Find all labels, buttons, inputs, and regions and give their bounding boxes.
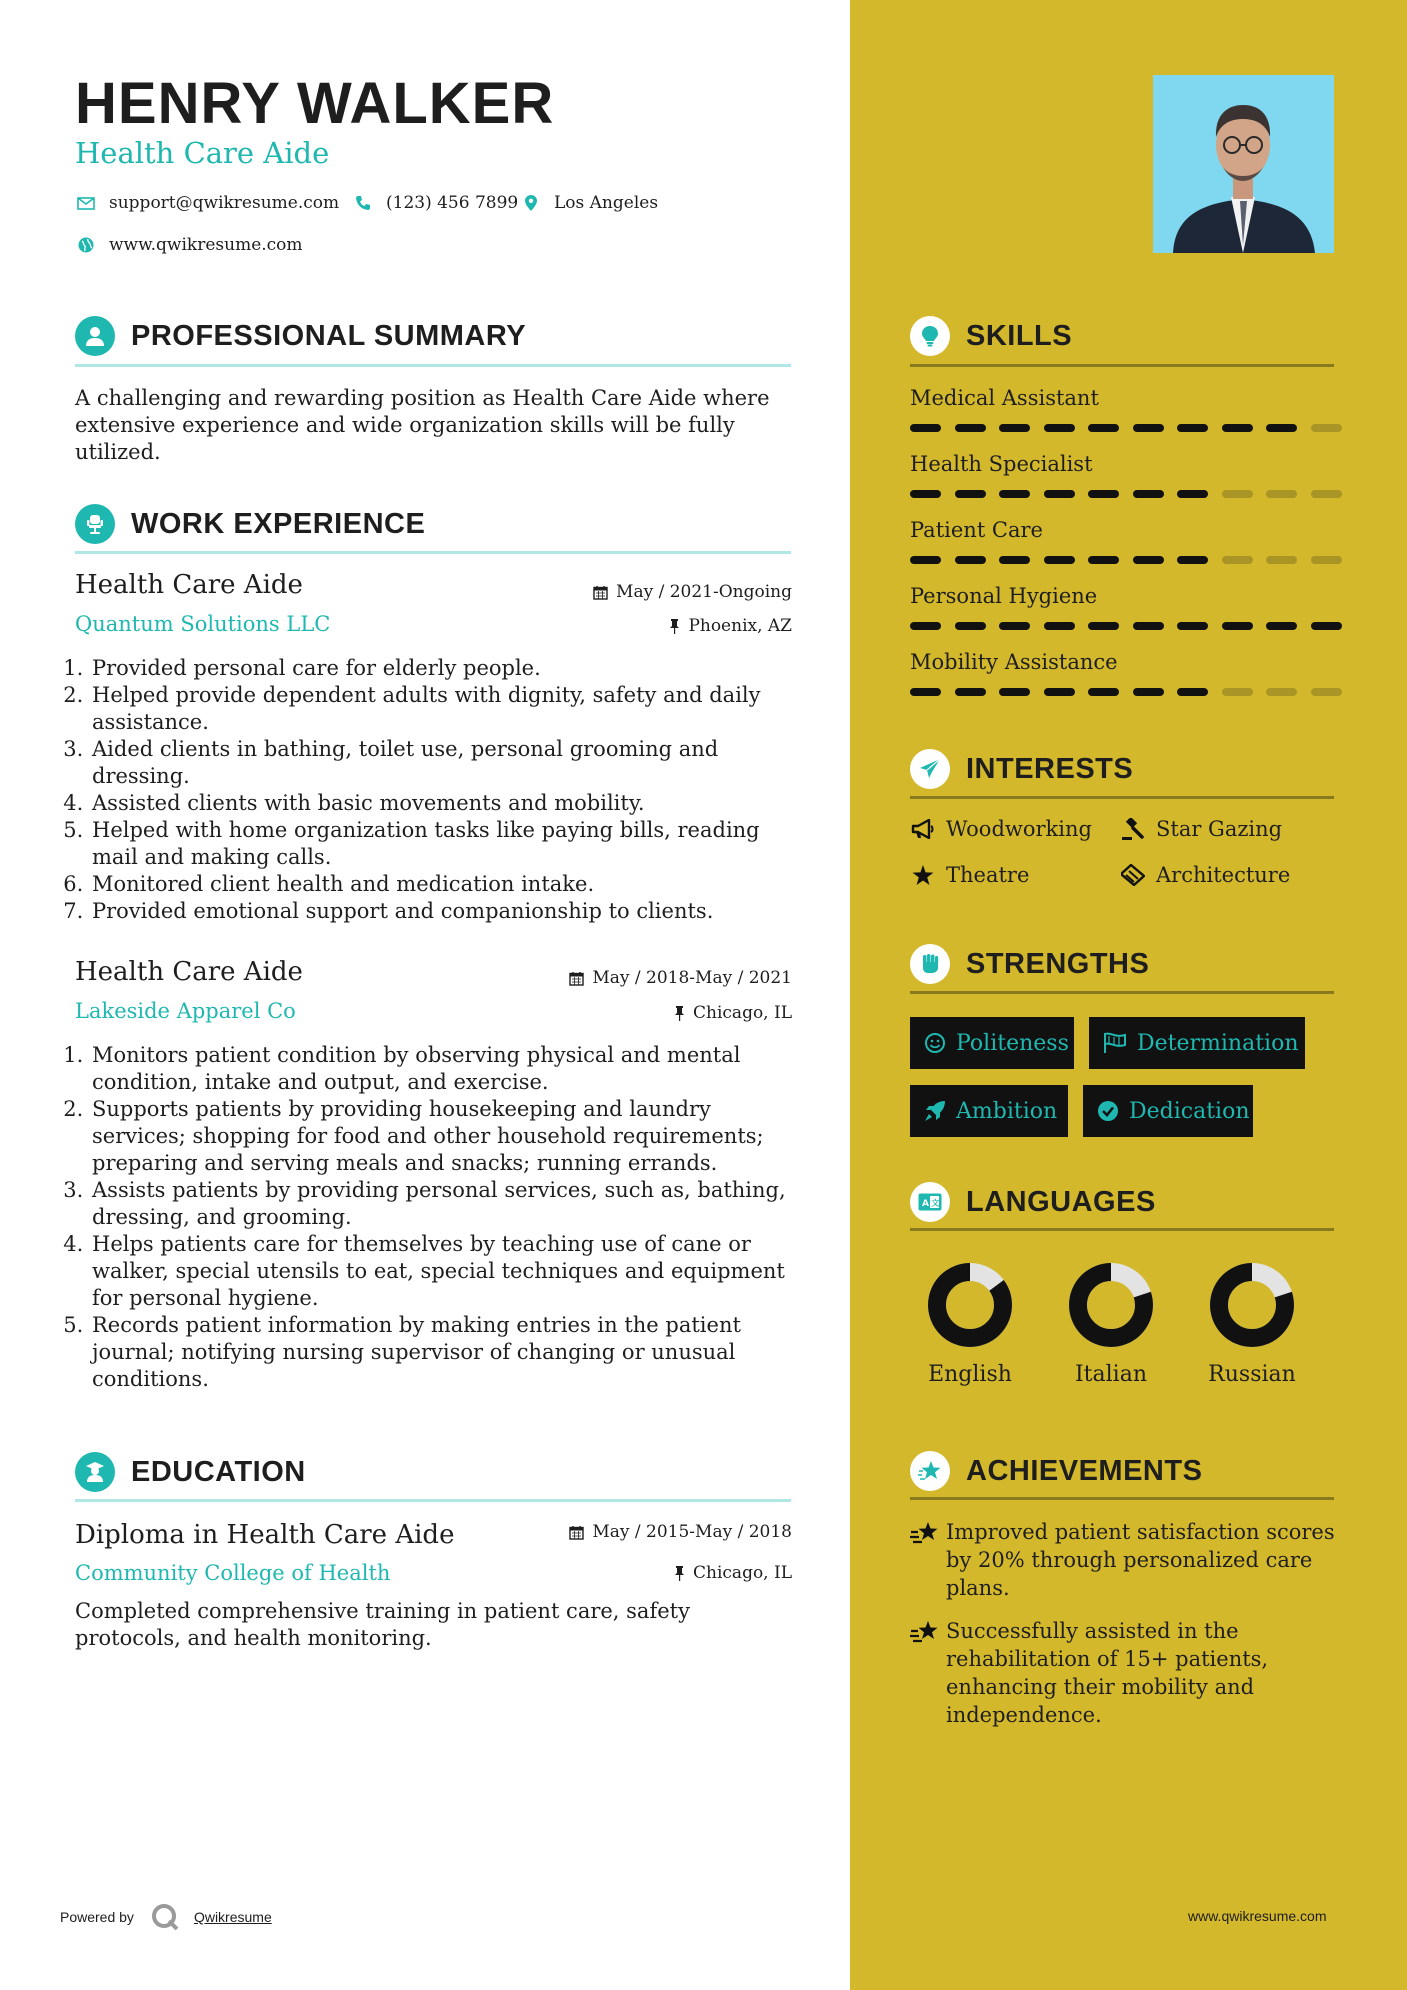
experience-heading bbox=[75, 504, 425, 544]
skill-segment bbox=[1088, 622, 1119, 630]
map-pin-icon bbox=[520, 195, 542, 211]
star-icon bbox=[910, 865, 936, 886]
qwikresume-logo-icon bbox=[150, 1902, 180, 1932]
skill-level-bar bbox=[910, 556, 1355, 564]
strengths-title: STRENGTHS bbox=[966, 947, 1150, 980]
skill-segment bbox=[1133, 490, 1164, 498]
achievement-text: Improved patient satisfaction scores by 20% through personalized care plans. bbox=[946, 1520, 1335, 1600]
education-date-text: May / 2015-May / 2018 bbox=[592, 1522, 792, 1542]
education-location-text: Chicago, IL bbox=[693, 1563, 792, 1583]
skill-segment bbox=[1266, 490, 1297, 498]
language-donut bbox=[1068, 1262, 1154, 1348]
achievements-heading bbox=[910, 1451, 1202, 1491]
shooting-star-icon bbox=[910, 1518, 946, 1602]
achievements-title: ACHIEVEMENTS bbox=[966, 1454, 1203, 1487]
skill-segment bbox=[1044, 622, 1075, 630]
skill-segment bbox=[999, 688, 1030, 696]
paper-plane-icon bbox=[910, 749, 950, 789]
footer-site[interactable] bbox=[1188, 1908, 1326, 1924]
calendar-icon bbox=[569, 971, 584, 986]
list-item: 1. Monitors patient condition by observing physical and mental condition, intake and output, and exercise. bbox=[90, 1042, 793, 1096]
education-divider bbox=[75, 1499, 791, 1502]
job-2-company: Lakeside Apparel Co bbox=[75, 999, 296, 1023]
skill-segment bbox=[955, 622, 986, 630]
raised-fist-icon bbox=[910, 944, 950, 984]
skill-level-bar bbox=[910, 688, 1355, 696]
calendar-icon bbox=[569, 1525, 584, 1540]
skills-title: SKILLS bbox=[966, 319, 1073, 352]
megaphone-icon bbox=[910, 819, 936, 839]
skill-segment bbox=[1266, 622, 1297, 630]
skill-segment bbox=[955, 490, 986, 498]
skill-segment bbox=[910, 424, 941, 432]
globe-icon bbox=[75, 237, 97, 253]
skill-segment bbox=[1311, 622, 1342, 630]
skill-segment bbox=[1177, 556, 1208, 564]
person-avatar-icon bbox=[1153, 75, 1334, 253]
skill-segment bbox=[910, 688, 941, 696]
strength-determination bbox=[1089, 1017, 1305, 1069]
skill-level-bar bbox=[910, 424, 1355, 432]
skill-segment bbox=[910, 490, 941, 498]
profile-photo bbox=[1153, 75, 1334, 253]
gavel-icon bbox=[1120, 818, 1146, 840]
list-item: 3. Assists patients by providing personal services, such as, bathing, dressing, and grooming. bbox=[90, 1177, 793, 1231]
education-title: EDUCATION bbox=[131, 1455, 306, 1488]
job-2-location-text: Chicago, IL bbox=[693, 1003, 792, 1023]
strength-label: Dedication bbox=[1129, 1098, 1250, 1124]
flag-icon bbox=[1103, 1032, 1127, 1054]
skill-segment bbox=[999, 556, 1030, 564]
list-item: 6. Monitored client health and medication intake. bbox=[90, 871, 793, 898]
strength-dedication bbox=[1083, 1085, 1253, 1137]
skill-name: Patient Care bbox=[910, 518, 1043, 542]
education-location bbox=[674, 1563, 792, 1583]
summary-title: PROFESSIONAL SUMMARY bbox=[131, 319, 527, 352]
language-icon bbox=[910, 1182, 950, 1222]
job-2-date bbox=[569, 968, 792, 988]
language-name: Italian bbox=[1074, 1362, 1147, 1387]
summary-text: A challenging and rewarding position as Health Care Aide where extensive experience and wide organization skills will be fully utilized. bbox=[75, 386, 770, 464]
job-1-date bbox=[593, 582, 792, 602]
skill-segment bbox=[999, 490, 1030, 498]
interests-divider bbox=[910, 796, 1334, 799]
list-item: 1. Provided personal care for elderly people. bbox=[90, 655, 793, 682]
skill-name: Health Specialist bbox=[910, 452, 1093, 476]
degree-title: Diploma in Health Care Aide bbox=[75, 1520, 455, 1550]
interest-woodworking bbox=[910, 817, 1092, 841]
list-item: 2. Helped provide dependent adults with dignity, safety and daily assistance. bbox=[90, 682, 793, 736]
skill-level-bar bbox=[910, 490, 1355, 498]
interest-label: Architecture bbox=[1156, 863, 1291, 887]
skill-segment bbox=[1222, 556, 1253, 564]
skill-segment bbox=[1133, 556, 1164, 564]
list-item: 4. Assisted clients with basic movements and mobility. bbox=[90, 790, 793, 817]
contact-phone[interactable] bbox=[352, 193, 518, 213]
pushpin-icon bbox=[669, 619, 680, 634]
job-2-duties bbox=[71, 1042, 793, 1393]
achievement-2 bbox=[910, 1617, 1338, 1729]
interests-heading bbox=[910, 749, 1133, 789]
skill-segment bbox=[1044, 490, 1075, 498]
language-donut bbox=[1209, 1262, 1295, 1348]
rocket-icon bbox=[924, 1100, 946, 1122]
education-heading bbox=[75, 1452, 306, 1492]
skill-segment bbox=[1044, 688, 1075, 696]
pushpin-icon bbox=[674, 1566, 685, 1581]
skill-segment bbox=[1133, 688, 1164, 696]
strengths-divider bbox=[910, 991, 1334, 994]
job-1-title: Health Care Aide bbox=[75, 570, 303, 600]
job-1-location-text: Phoenix, AZ bbox=[688, 616, 792, 636]
phone-icon bbox=[352, 195, 374, 211]
interest-label: Star Gazing bbox=[1156, 817, 1283, 841]
languages-title: LANGUAGES bbox=[966, 1185, 1156, 1218]
language-name: Russian bbox=[1208, 1362, 1296, 1387]
contact-location bbox=[520, 193, 658, 213]
interest-theatre bbox=[910, 863, 1029, 887]
skill-segment bbox=[1311, 556, 1342, 564]
phone-text: (123) 456 7899 bbox=[386, 193, 519, 213]
skill-segment bbox=[1177, 490, 1208, 498]
skill-segment bbox=[955, 556, 986, 564]
education-text: Completed comprehensive training in patient care, safety protocols, and health monitoring. bbox=[75, 1599, 690, 1650]
skill-segment bbox=[910, 556, 941, 564]
languages-heading bbox=[910, 1182, 1156, 1222]
footer-powered bbox=[60, 1902, 272, 1932]
achievement-1 bbox=[910, 1518, 1338, 1602]
job-1-location bbox=[669, 616, 792, 636]
skill-segment bbox=[910, 622, 941, 630]
footer-site-text: www.qwikresume.com bbox=[1188, 1908, 1327, 1924]
job-1-duties bbox=[71, 655, 793, 925]
job-2-location bbox=[674, 1003, 792, 1023]
skill-name: Personal Hygiene bbox=[910, 584, 1098, 608]
skill-segment bbox=[1222, 490, 1253, 498]
skill-segment bbox=[1088, 688, 1119, 696]
contact-email[interactable] bbox=[75, 193, 339, 213]
interest-label: Theatre bbox=[946, 863, 1030, 887]
experience-divider bbox=[75, 551, 791, 554]
skill-segment bbox=[1177, 424, 1208, 432]
skill-segment bbox=[1222, 688, 1253, 696]
job-2-date-text: May / 2018-May / 2021 bbox=[592, 968, 792, 988]
skill-segment bbox=[1177, 688, 1208, 696]
skill-segment bbox=[1177, 622, 1208, 630]
graduate-icon bbox=[75, 1452, 115, 1492]
location-text: Los Angeles bbox=[554, 193, 659, 213]
skill-segment bbox=[955, 688, 986, 696]
education-date bbox=[569, 1522, 792, 1542]
candidate-name: HENRY WALKER bbox=[75, 71, 555, 136]
lightbulb-icon bbox=[910, 316, 950, 356]
skill-segment bbox=[1266, 424, 1297, 432]
summary-heading bbox=[75, 316, 526, 356]
skill-name: Mobility Assistance bbox=[910, 650, 1118, 674]
skill-segment bbox=[1133, 424, 1164, 432]
skill-segment bbox=[1266, 688, 1297, 696]
language-name: English bbox=[928, 1362, 1012, 1387]
smile-icon bbox=[924, 1032, 946, 1054]
languages-divider bbox=[910, 1228, 1334, 1231]
interest-star-gazing bbox=[1120, 817, 1282, 841]
job-1-date-text: May / 2021-Ongoing bbox=[616, 582, 792, 602]
skill-segment bbox=[1222, 622, 1253, 630]
svg-text:A: A bbox=[922, 1199, 929, 1209]
list-item: 5. Records patient information by making entries in the patient journal; notifying nursing supervisor of changing or unusual conditions. bbox=[90, 1312, 793, 1393]
achievements-divider bbox=[910, 1497, 1334, 1500]
language-item bbox=[1192, 1262, 1312, 1387]
language-item bbox=[1051, 1262, 1171, 1387]
list-item: 2. Supports patients by providing housekeeping and laundry services; shopping for food and other household requirements; preparing and serving meals and snacks; running errands. bbox=[90, 1096, 793, 1177]
interest-label: Woodworking bbox=[946, 817, 1092, 841]
skill-segment bbox=[1311, 424, 1342, 432]
star-badge-icon bbox=[910, 1451, 950, 1491]
job-1-company: Quantum Solutions LLC bbox=[75, 612, 331, 636]
svg-text:文: 文 bbox=[931, 1198, 940, 1208]
check-circle-icon bbox=[1097, 1100, 1119, 1122]
contact-website[interactable] bbox=[75, 235, 303, 255]
school-name: Community College of Health bbox=[75, 1561, 391, 1585]
summary-divider bbox=[75, 364, 791, 367]
list-item: 7. Provided emotional support and companionship to clients. bbox=[90, 898, 793, 925]
list-item: 4. Helps patients care for themselves by teaching use of cane or walker, special utensils to eat, special techniques and equipment for personal hygiene. bbox=[90, 1231, 793, 1312]
strength-ambition bbox=[910, 1085, 1068, 1137]
skill-segment bbox=[1133, 622, 1164, 630]
achievement-text: Successfully assisted in the rehabilitation of 15+ patients, enhancing their mobility and independence. bbox=[946, 1619, 1269, 1727]
skill-segment bbox=[1044, 556, 1075, 564]
interests-title: INTERESTS bbox=[966, 752, 1134, 785]
user-icon bbox=[75, 316, 115, 356]
office-chair-icon bbox=[75, 504, 115, 544]
language-item bbox=[910, 1262, 1030, 1387]
strengths-heading bbox=[910, 944, 1149, 984]
skills-divider bbox=[910, 364, 1334, 367]
strength-label: Politeness bbox=[956, 1030, 1069, 1056]
skill-segment bbox=[1044, 424, 1075, 432]
email-text: support@qwikresume.com bbox=[109, 193, 340, 213]
skill-segment bbox=[1266, 556, 1297, 564]
skill-segment bbox=[1311, 688, 1342, 696]
brand-link[interactable]: Qwikresume bbox=[193, 1909, 272, 1925]
skill-segment bbox=[1088, 490, 1119, 498]
strength-label: Determination bbox=[1137, 1030, 1299, 1056]
language-donut bbox=[927, 1262, 1013, 1348]
job-2-title: Health Care Aide bbox=[75, 957, 303, 987]
ticket-icon bbox=[1120, 864, 1146, 886]
skill-segment bbox=[1088, 556, 1119, 564]
website-text: www.qwikresume.com bbox=[109, 235, 303, 255]
skill-segment bbox=[955, 424, 986, 432]
experience-title: WORK EXPERIENCE bbox=[131, 507, 426, 540]
skill-name: Medical Assistant bbox=[910, 386, 1099, 410]
skills-heading bbox=[910, 316, 1072, 356]
pushpin-icon bbox=[674, 1006, 685, 1021]
list-item: 5. Helped with home organization tasks like paying bills, reading mail and making calls. bbox=[90, 817, 793, 871]
shooting-star-icon bbox=[910, 1617, 946, 1729]
powered-by-text: Powered by bbox=[60, 1909, 134, 1925]
skill-segment bbox=[1088, 424, 1119, 432]
skill-segment bbox=[999, 622, 1030, 630]
candidate-role: Health Care Aide bbox=[75, 136, 330, 170]
list-item: 3. Aided clients in bathing, toilet use, personal grooming and dressing. bbox=[90, 736, 793, 790]
skill-segment bbox=[1311, 490, 1342, 498]
interest-architecture bbox=[1120, 863, 1290, 887]
envelope-icon bbox=[75, 197, 97, 210]
strength-label: Ambition bbox=[956, 1098, 1058, 1124]
skill-segment bbox=[1222, 424, 1253, 432]
calendar-icon bbox=[593, 585, 608, 600]
skill-segment bbox=[999, 424, 1030, 432]
skill-level-bar bbox=[910, 622, 1355, 630]
strength-politeness bbox=[910, 1017, 1074, 1069]
